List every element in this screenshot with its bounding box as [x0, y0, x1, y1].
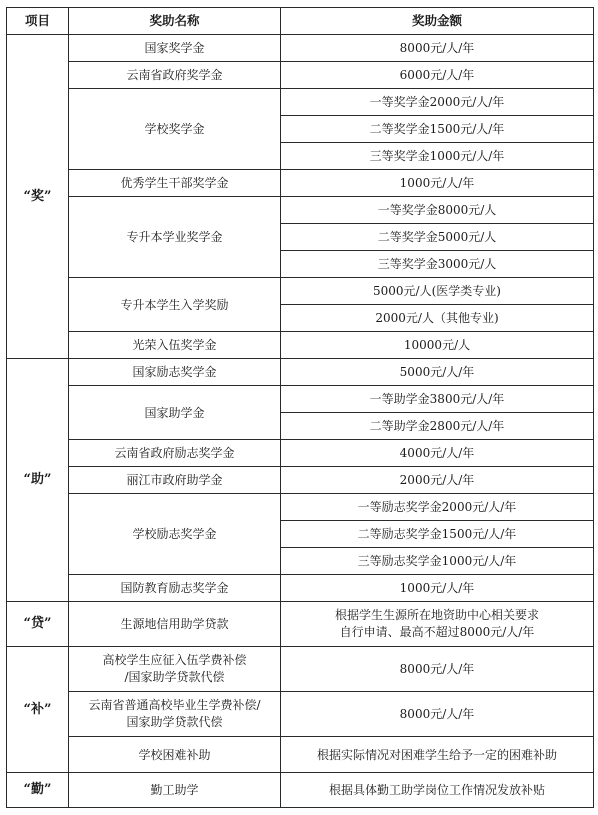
award-amount: 根据实际情况对困难学生给予一定的困难补助 — [281, 737, 594, 773]
table-row — [7, 359, 594, 386]
table-row — [7, 89, 594, 116]
award-name: 国家励志奖学金 — [69, 359, 281, 386]
table-header-row — [7, 8, 594, 35]
table-row — [7, 575, 594, 602]
award-amount: 一等奖学金2000元/人/年 — [281, 89, 594, 116]
award-amount: 10000元/人 — [281, 332, 594, 359]
scholarship-table — [6, 7, 594, 808]
award-amount: 三等奖学金1000元/人/年 — [281, 143, 594, 170]
award-name: 专升本学生入学奖励 — [69, 278, 281, 332]
award-amount: 2000元/人/年 — [281, 467, 594, 494]
award-name — [69, 647, 281, 692]
award-amount: 一等助学金3800元/人/年 — [281, 386, 594, 413]
award-name: 云南省政府奖学金 — [69, 62, 281, 89]
table-row — [7, 278, 594, 305]
award-name: 国防教育励志奖学金 — [69, 575, 281, 602]
name-line: /国家助学贷款代偿 — [124, 670, 225, 684]
award-amount: 一等励志奖学金2000元/人/年 — [281, 494, 594, 521]
award-name: 云南省政府励志奖学金 — [69, 440, 281, 467]
award-name: 光荣入伍奖学金 — [69, 332, 281, 359]
award-amount: 二等奖学金1500元/人/年 — [281, 116, 594, 143]
category-dai: “贷” — [7, 602, 69, 647]
award-amount: 二等励志奖学金1500元/人/年 — [281, 521, 594, 548]
table-row — [7, 386, 594, 413]
amount-line: 自行申请、最高不超过8000元/人/年 — [339, 625, 535, 639]
award-amount: 1000元/人/年 — [281, 575, 594, 602]
header-amount: 奖助金额 — [281, 8, 594, 35]
award-amount: 6000元/人/年 — [281, 62, 594, 89]
category-zhu: “助” — [7, 359, 69, 602]
category-bu: “补” — [7, 647, 69, 773]
name-line: 云南省普通高校毕业生学费补偿/ — [88, 698, 261, 712]
header-item: 项目 — [7, 8, 69, 35]
award-name: 学校励志奖学金 — [69, 494, 281, 575]
award-amount: 1000元/人/年 — [281, 170, 594, 197]
award-amount: 三等励志奖学金1000元/人/年 — [281, 548, 594, 575]
award-amount: 5000元/人(医学类专业) — [281, 278, 594, 305]
category-qin: “勤” — [7, 773, 69, 808]
award-amount: 根据具体勤工助学岗位工作情况发放补贴 — [281, 773, 594, 808]
table-row — [7, 494, 594, 521]
award-amount: 二等奖学金5000元/人 — [281, 224, 594, 251]
award-amount: 4000元/人/年 — [281, 440, 594, 467]
header-name: 奖助名称 — [69, 8, 281, 35]
award-amount: 5000元/人/年 — [281, 359, 594, 386]
table-row — [7, 467, 594, 494]
award-amount: 二等助学金2800元/人/年 — [281, 413, 594, 440]
award-name: 丽江市政府助学金 — [69, 467, 281, 494]
award-name: 勤工助学 — [69, 773, 281, 808]
award-amount: 8000元/人/年 — [281, 692, 594, 737]
table-row — [7, 62, 594, 89]
table-row — [7, 602, 594, 647]
name-line: 国家助学贷款代偿 — [126, 715, 223, 729]
award-amount: 8000元/人/年 — [281, 35, 594, 62]
table-row — [7, 35, 594, 62]
table-row — [7, 647, 594, 692]
award-name: 专升本学业奖学金 — [69, 197, 281, 278]
award-name: 生源地信用助学贷款 — [69, 602, 281, 647]
award-name: 优秀学生干部奖学金 — [69, 170, 281, 197]
amount-line: 根据学生生源所在地资助中心相关要求 — [334, 608, 539, 622]
table-row — [7, 692, 594, 737]
scholarship-table-container — [6, 7, 594, 808]
table-row — [7, 197, 594, 224]
award-amount: 三等奖学金3000元/人 — [281, 251, 594, 278]
table-row — [7, 170, 594, 197]
table-row — [7, 440, 594, 467]
award-amount — [281, 602, 594, 647]
table-row — [7, 737, 594, 773]
award-amount: 一等奖学金8000元/人 — [281, 197, 594, 224]
table-row — [7, 332, 594, 359]
award-amount: 2000元/人（其他专业) — [281, 305, 594, 332]
table-row — [7, 773, 594, 808]
category-jiang: “奖” — [7, 35, 69, 359]
award-name — [69, 692, 281, 737]
award-amount: 8000元/人/年 — [281, 647, 594, 692]
award-name: 国家奖学金 — [69, 35, 281, 62]
award-name: 学校奖学金 — [69, 89, 281, 170]
name-line: 高校学生应征入伍学费补偿 — [102, 653, 247, 667]
award-name: 国家助学金 — [69, 386, 281, 440]
award-name: 学校困难补助 — [69, 737, 281, 773]
